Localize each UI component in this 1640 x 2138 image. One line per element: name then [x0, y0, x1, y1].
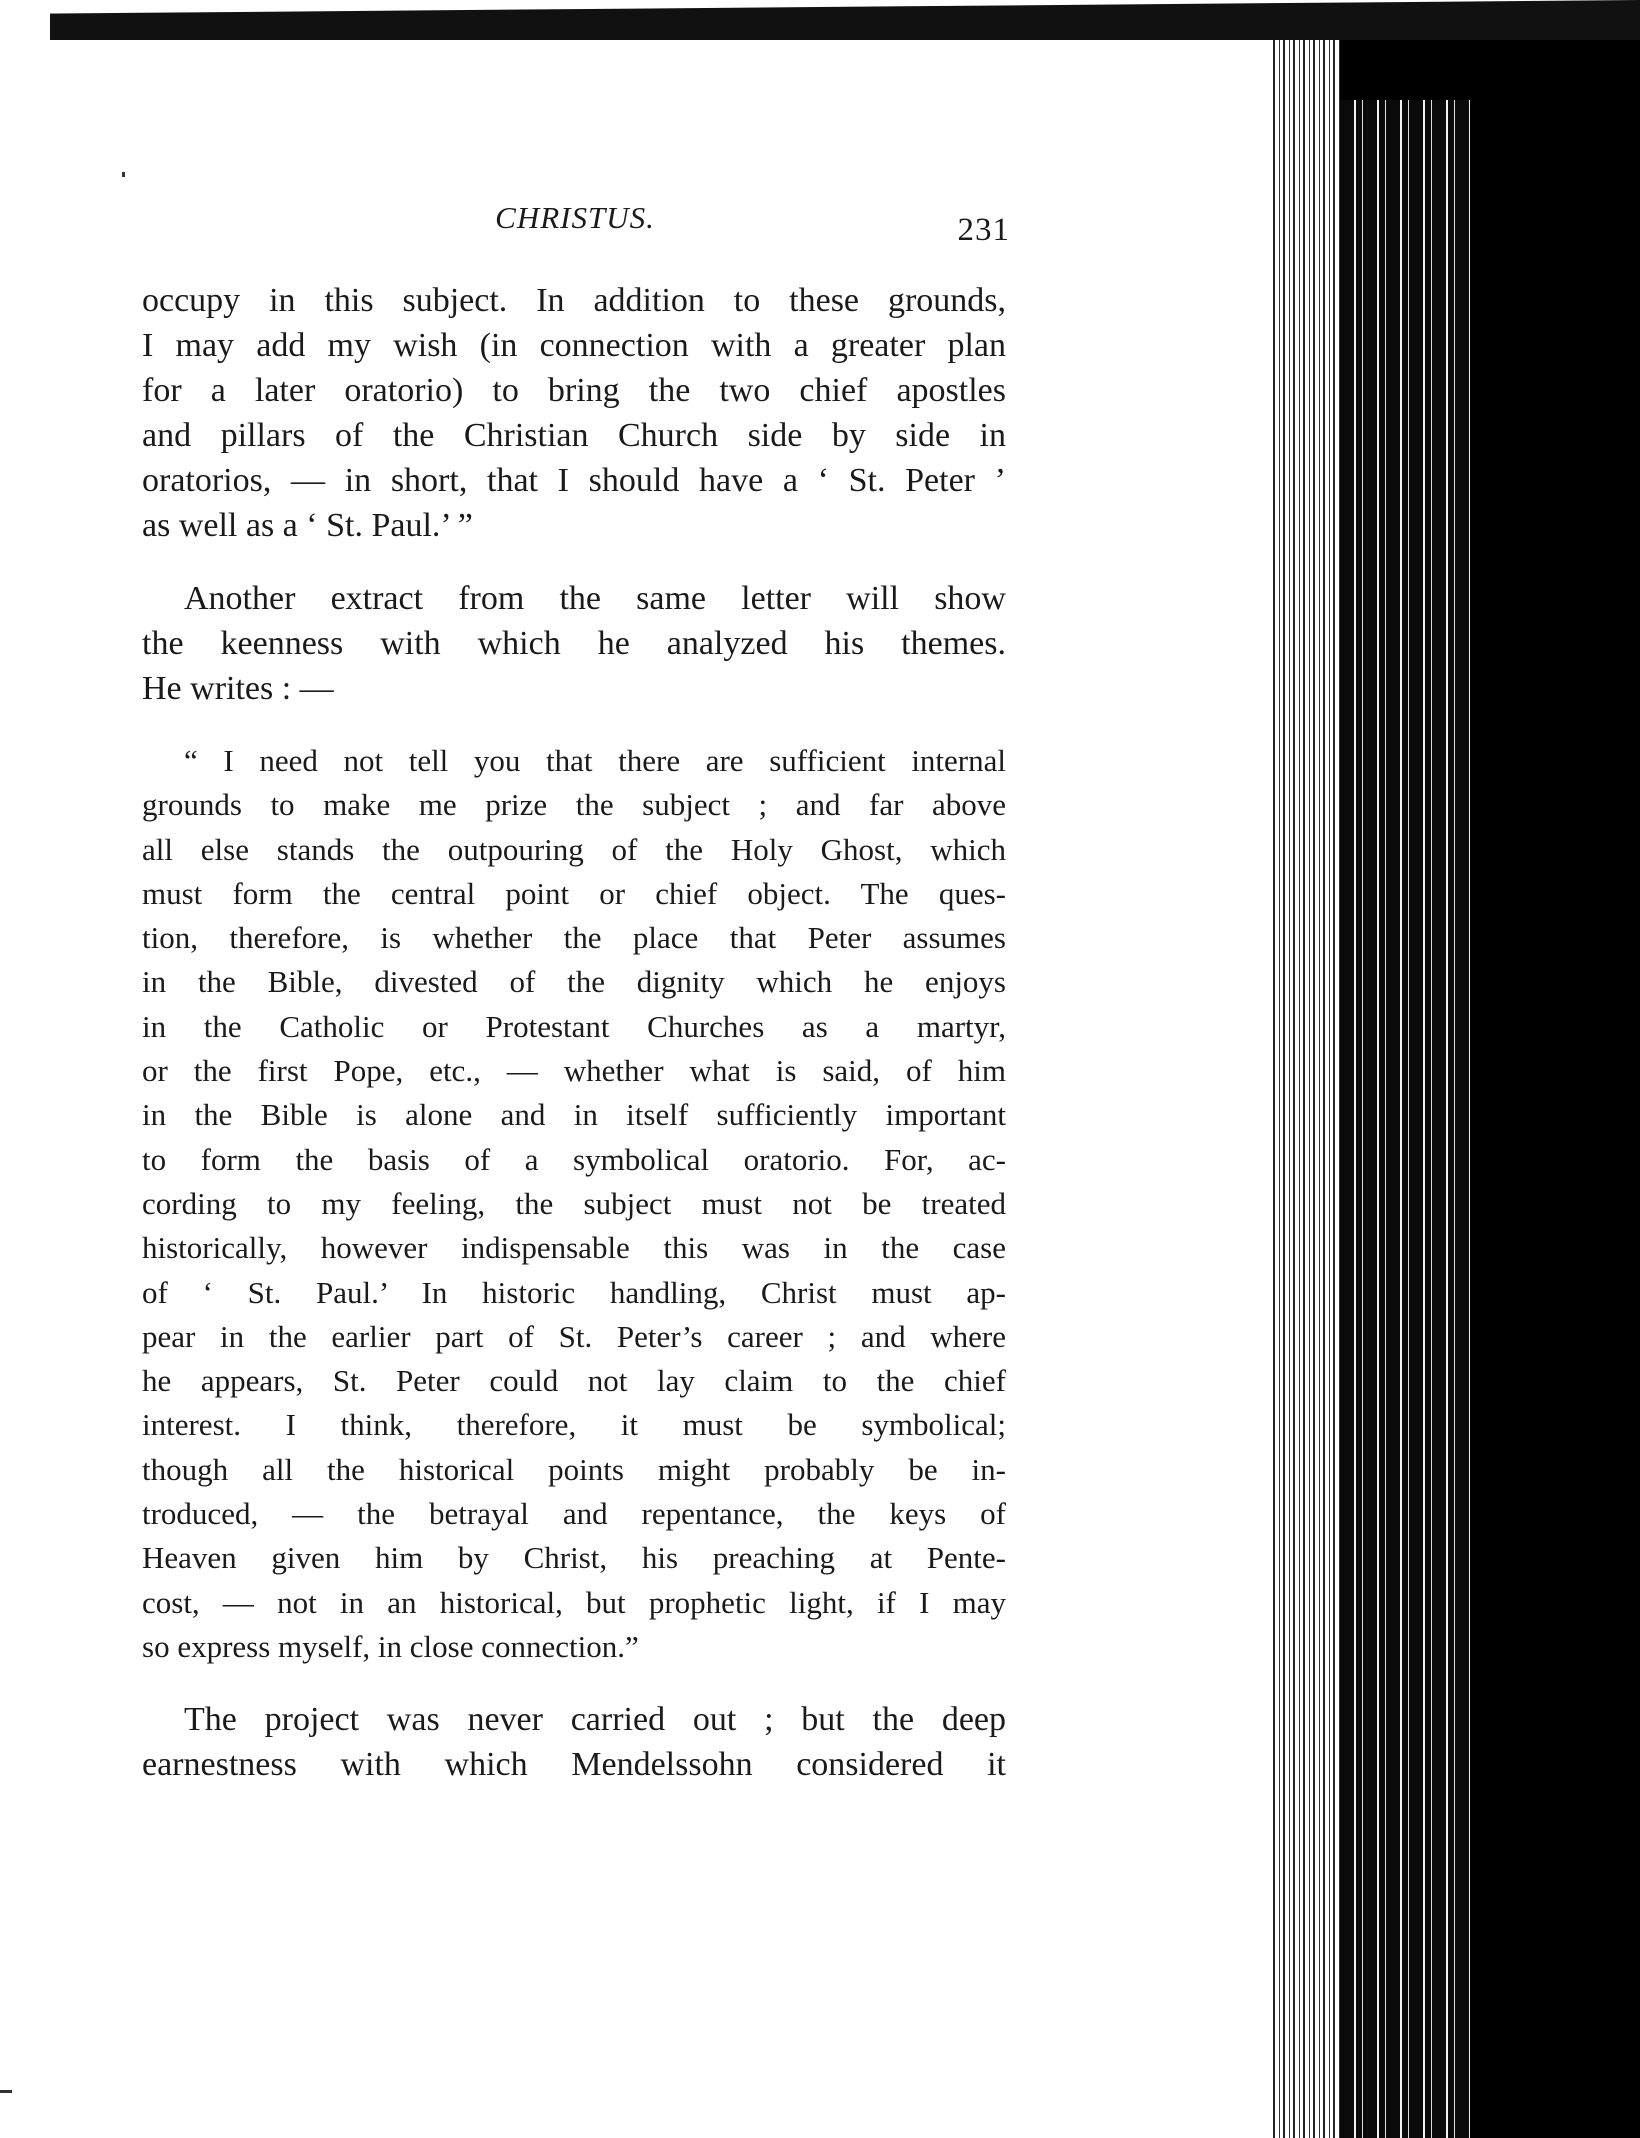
text-line: tion, therefore, is whether the place that Peter assumes	[142, 920, 1006, 956]
text-line: so express myself, in close connection.”	[142, 1628, 639, 1664]
text-line: the keenness with which he analyzed his themes.	[142, 625, 1006, 662]
text-line: He writes : —	[142, 670, 334, 707]
text-line: or the first Pope, etc., — whether what is said, of him	[142, 1053, 1006, 1089]
paragraph-4	[142, 1697, 1006, 1787]
paragraph-2	[142, 576, 1006, 711]
text-line: interest. I think, therefore, it must be symbolical;	[142, 1407, 1006, 1443]
text-line: in the Catholic or Protestant Churches as a martyr,	[142, 1008, 1006, 1044]
text-line: oratorios, — in short, that I should have a ‘ St. Peter ’	[142, 462, 1006, 499]
text-line: he appears, St. Peter could not lay claim to the chief	[142, 1363, 1006, 1399]
text-line: “ I need not tell you that there are sufficient internal	[184, 743, 1006, 778]
text-line: Heaven given him by Christ, his preaching at Pente-	[142, 1540, 1006, 1576]
text-line: Another extract from the same letter will show	[184, 580, 1006, 617]
text-line: to form the basis of a symbolical oratorio. For, ac-	[142, 1141, 1006, 1177]
quoted-letter	[142, 739, 1006, 1669]
text-line: of ‘ St. Paul.’ In historic handling, Christ must ap-	[142, 1274, 1006, 1310]
text-line: for a later oratorio) to bring the two chief apostles	[142, 372, 1006, 409]
text-line: must form the central point or chief object. The ques-	[142, 875, 1006, 911]
page-number: 231	[957, 212, 1010, 248]
paragraph-1	[142, 278, 1006, 548]
text-line: I may add my wish (in connection with a greater plan	[142, 327, 1006, 364]
text-line: pear in the earlier part of St. Peter’s career ; and where	[142, 1318, 1006, 1354]
text-line: all else stands the outpouring of the Holy Ghost, which	[142, 831, 1006, 867]
text-line: in the Bible, divested of the dignity which he enjoys	[142, 964, 1006, 1000]
text-line: occupy in this subject. In addition to these grounds,	[142, 282, 1006, 319]
text-line: grounds to make me prize the subject ; and far above	[142, 787, 1006, 823]
running-title: CHRISTUS.	[495, 200, 655, 235]
text-line: earnestness with which Mendelssohn considered it	[142, 1746, 1006, 1784]
running-head	[140, 200, 1010, 260]
text-line: and pillars of the Christian Church side by side in	[142, 417, 1006, 454]
text-line: cording to my feeling, the subject must not be treated	[142, 1185, 1006, 1221]
text-line: in the Bible is alone and in itself sufficiently important	[142, 1097, 1006, 1133]
text-line: cost, — not in an historical, but prophetic light, if I may	[142, 1584, 1006, 1620]
text-line: as well as a ‘ St. Paul.’ ”	[142, 507, 473, 544]
text-line: though all the historical points might probably be in-	[142, 1451, 1006, 1487]
scan-speck	[0, 2090, 12, 2093]
scan-speck	[122, 172, 125, 177]
page-body	[142, 278, 1006, 1787]
text-line: historically, however indispensable this was in the case	[142, 1230, 1006, 1266]
book-edge-top-shadow	[1340, 40, 1640, 100]
text-line: troduced, — the betrayal and repentance, the keys of	[142, 1496, 1006, 1532]
text-line: The project was never carried out ; but the deep	[184, 1701, 1006, 1739]
book-spine-shadow	[1470, 40, 1640, 2138]
